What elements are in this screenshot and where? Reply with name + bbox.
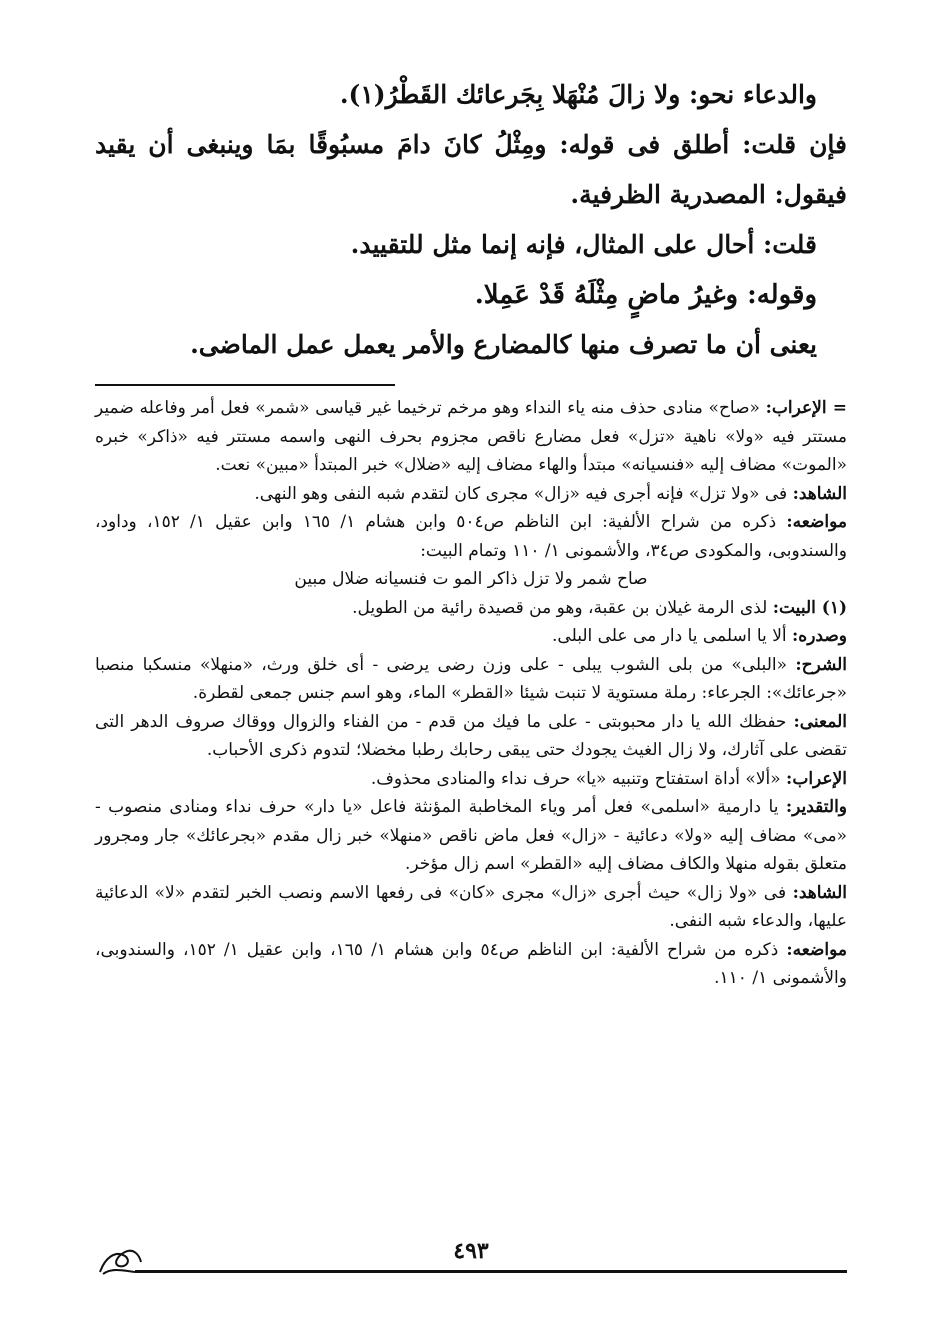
footer-rule — [135, 1270, 847, 1273]
paragraph-3: قلت: أحال على المثال، فإنه إنما مثل للتقييد. — [350, 230, 817, 259]
main-text — [95, 70, 847, 370]
page-number: ٤٩٣ — [453, 1238, 489, 1264]
text: «البلى» من بلى الشوب يبلى - على وزن رضى يرضى - أى خلق ورث، «منهلا» منسكبا منصبا «جرعائك»: الجرعاء: رملة مستوية لا تنبت شيئا «القطر» الماء، وهو اسم جنس جمعى لقطرة. — [95, 654, 847, 703]
label: الشرح: — [795, 654, 848, 675]
footnote-verse: صاح شمر ولا تزل ذاكر المو ت فنسيانه ضلال مبين — [294, 569, 648, 589]
text: ذكره من شراح الألفية: ابن الناظم ص٥٠٤ وابن هشام ١/ ١٦٥ وابن عقيل ١/ ١٥٢، وداود، والسندوبى، والمكودى ص٣٤، والأشمونى ١/ ١١٠ وتمام البيت: — [95, 512, 847, 561]
footnote-taqdir — [95, 793, 847, 879]
page-footer — [95, 1238, 847, 1278]
text: «صاح» منادى حذف منه ياء النداء وهو مرخم ترخيما غير قياسى «شمر» فعل أمر وفاعله ضمير مستتر فيه «ولا» ناهية «تزل» فعل مضارع ناقص مجزوم بحرف النهى واسمه مستتر فيه «ذاكر» خبره «الموت» مضاف إليه «فنسيانه» مبتدأ والهاء مضاف إليه «ضلال» خبر المبتدأ «مبين» نعت. — [95, 398, 847, 475]
paragraph-1: والدعاء نحو: ولا زالَ مُنْهَلا بِجَرعائك القَطْرُ(١). — [339, 80, 817, 109]
paragraph-5: يعنى أن ما تصرف منها كالمضارع والأمر يعمل عمل الماضى. — [190, 330, 817, 359]
label: مواضعه: — [786, 512, 847, 532]
label: الشاهد: — [792, 882, 848, 903]
label: المعنى: — [793, 711, 847, 732]
label: والتقدير: — [785, 797, 848, 817]
footnote-mawadiuh — [95, 508, 847, 565]
footnote-mana — [95, 708, 847, 765]
footnote-mawadiuh-2 — [95, 936, 847, 993]
text: لذى الرمة غيلان بن عقبة، وهو من قصيدة رائية من الطويل. — [352, 597, 768, 618]
footnote-shahid — [95, 480, 847, 509]
paragraph-2: فإن قلت: أطلق فى قوله: ومِثْلُ كانَ دامَ مسبُوقًا بمَا وينبغى أن يقيد فيقول: المصدرية الظرفية. — [95, 130, 847, 209]
footnote-iraab-2 — [95, 765, 847, 794]
text: يا دارمية «اسلمى» فعل أمر وياء المخاطبة المؤنثة فاعل «يا دار» حرف نداء ومنادى منصوب - «مى» مضاف إليه «ولا» دعائية - «زال» فعل ماض ناقص «منهلا» خبر زال مقدم «بجرعائك» جار ومجرور متعلق بقوله منهلا والكاف مضاف إليه «القطر» اسم زال مؤخر. — [95, 797, 847, 874]
footnotes — [95, 394, 847, 993]
label: الإعراب: — [786, 768, 847, 789]
text: ذكره من شراح الألفية: ابن الناظم ص٥٤ وابن هشام ١/ ١٦٥، وابن عقيل ١/ ١٥٢، والسندوبى، والأشمونى ١/ ١١٠. — [95, 939, 847, 988]
footnote-shahid-2 — [95, 879, 847, 936]
text: فى «ولا تزل» فإنه أجرى فيه «زال» مجرى كان لتقدم شبه النفى وهو النهى. — [254, 483, 788, 504]
page-body — [95, 70, 847, 993]
label: (١) البيت: — [772, 597, 847, 618]
label: الشاهد: — [792, 483, 847, 504]
ornament-icon — [95, 1238, 145, 1278]
text: حفظك الله يا دار محبوبتى - على ما فيك من قدم - من الفناء والزوال ووقاك صروف الدهر التى تقضى على آثارك، ولا زال الغيث يجودك حتى يبقى رحابك رطبا مخضلا؛ لتدوم ذكرى الأحباب. — [95, 711, 847, 760]
text: ألا يا اسلمى يا دار مى على البلى. — [552, 626, 787, 646]
footnote-iraab — [95, 394, 847, 480]
label: مواضعه: — [786, 939, 847, 960]
footnote-separator — [95, 384, 395, 386]
text: فى «ولا زال» حيث أجرى «زال» مجرى «كان» فى رفعها الاسم ونصب الخبر لتقدم «لا» الدعائية عليها، والدعاء شبه النفى. — [95, 882, 847, 931]
paragraph-4: وقوله: وغيرُ ماضٍ مِثْلَهُ قَدْ عَمِلا. — [474, 280, 817, 310]
footnote-sharh — [95, 651, 847, 708]
footnote-sadr — [95, 622, 847, 651]
text: «ألا» أداة استفتاح وتنبيه «يا» حرف نداء والمنادى محذوف. — [370, 768, 781, 789]
label: وصدره: — [792, 626, 847, 646]
footnote-bayt — [95, 594, 847, 623]
label: = الإعراب: — [765, 398, 848, 418]
